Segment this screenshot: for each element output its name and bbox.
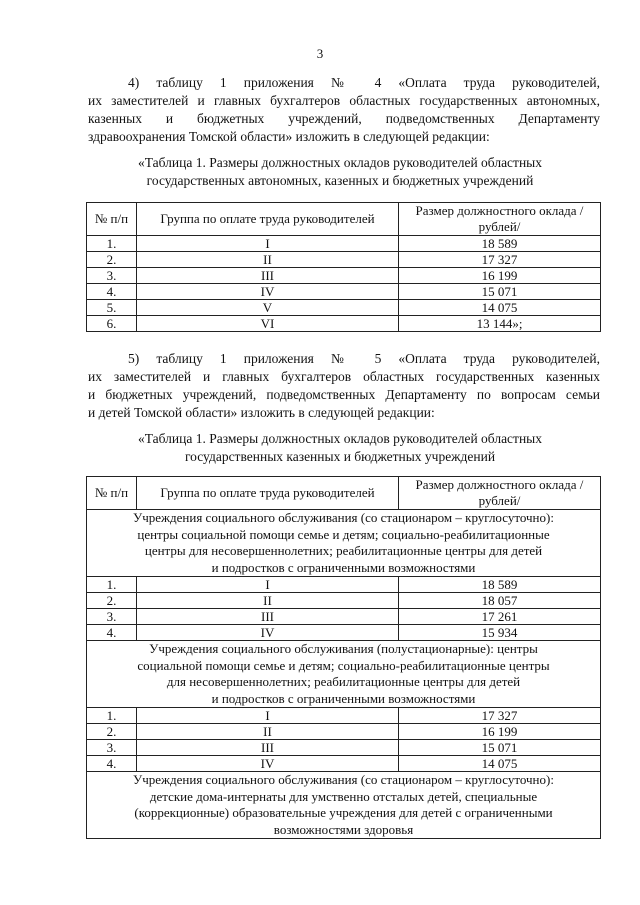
caption-line: государственных автономных, казенных и бюджетных учреждений <box>146 173 534 188</box>
section-line: социальной помощи семье и детям; социально-реабилитационные центры <box>137 657 550 673</box>
section-line: центры социальной помощи семье и детям; социально-реабилитационные <box>137 526 550 542</box>
section-row <box>87 641 601 708</box>
table-row <box>87 740 601 756</box>
row-group: IV <box>137 756 399 772</box>
header-salary: Размер должностного оклада /рублей/ <box>399 477 601 510</box>
section-line: центры для несовершеннолетних; реабилитационные центры для детей <box>144 543 543 558</box>
row-salary: 16 199 <box>399 724 601 740</box>
table-row <box>87 252 601 268</box>
section-heading-3 <box>87 772 601 839</box>
row-num: 2. <box>87 593 137 609</box>
paragraph-item-5 <box>88 350 600 422</box>
row-salary: 18 589 <box>399 577 601 593</box>
row-num: 3. <box>87 268 137 284</box>
row-num: 1. <box>87 708 137 724</box>
paragraph-line: казенных и бюджетных учреждений, подведомственных Департаменту <box>88 111 600 126</box>
row-salary: 15 071 <box>399 284 601 300</box>
table-row <box>87 316 601 332</box>
table-header-row <box>87 203 601 236</box>
row-num: 1. <box>87 236 137 252</box>
row-salary: 16 199 <box>399 268 601 284</box>
caption-line: «Таблица 1. Размеры должностных окладов руководителей областных <box>138 155 542 170</box>
section-line: (коррекционные) образовательные учреждения для детей с ограниченными <box>134 805 553 820</box>
table-row <box>87 609 601 625</box>
table-row <box>87 724 601 740</box>
section-line: Учреждения социального обслуживания (со стационаром – круглосуточно): <box>133 510 554 525</box>
row-num: 2. <box>87 724 137 740</box>
paragraph-line: и бюджетных учреждений, подведомственных Департаменту по вопросам семьи <box>88 387 600 402</box>
row-group: I <box>137 708 399 724</box>
row-num: 4. <box>87 284 137 300</box>
header-salary: Размер должностного оклада /рублей/ <box>399 203 601 236</box>
table-row <box>87 236 601 252</box>
table-row <box>87 593 601 609</box>
table-row <box>87 284 601 300</box>
row-group: III <box>137 268 399 284</box>
row-group: II <box>137 593 399 609</box>
row-salary: 15 934 <box>399 625 601 641</box>
row-salary: 17 327 <box>399 708 601 724</box>
paragraph-line: их заместителей и главных бухгалтеров областных государственных автономных, <box>88 93 600 108</box>
row-num: 3. <box>87 740 137 756</box>
row-salary: 14 075 <box>399 300 601 316</box>
row-group: I <box>137 236 399 252</box>
row-salary: 14 075 <box>399 756 601 772</box>
paragraph-line: их заместителей и главных бухгалтеров областных государственных казенных <box>88 369 600 384</box>
header-group: Группа по оплате труда руководителей <box>137 203 399 236</box>
row-group: III <box>137 609 399 625</box>
paragraph-line: здравоохранения Томской области» изложить в следующей редакции: <box>88 129 490 144</box>
paragraph-line: 5) таблицу 1 приложения № 5 «Оплата труда руководителей, <box>128 351 600 366</box>
row-num: 5. <box>87 300 137 316</box>
table-row <box>87 625 601 641</box>
paragraph-line: и детей Томской области» изложить в следующей редакции: <box>88 405 435 420</box>
table2-caption <box>80 430 600 466</box>
table1-caption <box>80 154 600 190</box>
row-group: IV <box>137 284 399 300</box>
salary-table-1 <box>86 202 601 332</box>
header-num: № п/п <box>87 203 137 236</box>
row-num: 4. <box>87 756 137 772</box>
section-row <box>87 772 601 839</box>
section-heading-2 <box>87 641 601 708</box>
salary-table-2 <box>86 476 601 839</box>
header-num: № п/п <box>87 477 137 510</box>
caption-line: «Таблица 1. Размеры должностных окладов руководителей областных <box>138 431 542 446</box>
table-row <box>87 577 601 593</box>
row-num: 4. <box>87 625 137 641</box>
section-heading-1 <box>87 510 601 577</box>
table-row <box>87 268 601 284</box>
paragraph-item-4 <box>88 74 600 146</box>
page-number: 3 <box>316 46 324 61</box>
row-salary: 18 589 <box>399 236 601 252</box>
section-line: для несовершеннолетних; реабилитационные центры для детей <box>166 674 521 689</box>
row-salary: 17 327 <box>399 252 601 268</box>
section-line: возможностями здоровья <box>273 821 414 837</box>
row-group: V <box>137 300 399 316</box>
row-group: VI <box>137 316 399 332</box>
caption-line: государственных казенных и бюджетных учреждений <box>184 449 496 464</box>
row-salary: 15 071 <box>399 740 601 756</box>
row-num: 1. <box>87 577 137 593</box>
row-num: 6. <box>87 316 137 332</box>
row-group: IV <box>137 625 399 641</box>
paragraph-line: 4) таблицу 1 приложения № 4 «Оплата труда руководителей, <box>128 75 600 90</box>
row-salary: 17 261 <box>399 609 601 625</box>
section-line: и подростков с ограниченными возможностями <box>211 559 476 575</box>
row-num: 3. <box>87 609 137 625</box>
section-line: Учреждения социального обслуживания (полустационарные): центры <box>149 641 538 656</box>
table-header-row <box>87 477 601 510</box>
header-group: Группа по оплате труда руководителей <box>137 477 399 510</box>
row-num: 2. <box>87 252 137 268</box>
table-row <box>87 300 601 316</box>
row-salary: 18 057 <box>399 593 601 609</box>
table-row <box>87 708 601 724</box>
section-line: Учреждения социального обслуживания (со стационаром – круглосуточно): <box>133 772 554 787</box>
row-group: III <box>137 740 399 756</box>
section-row <box>87 510 601 577</box>
section-line: и подростков с ограниченными возможностями <box>211 690 476 706</box>
row-group: II <box>137 724 399 740</box>
table-row <box>87 756 601 772</box>
row-salary: 13 144»; <box>399 316 601 332</box>
section-line: детские дома-интернаты для умственно отсталых детей, специальные <box>149 788 538 804</box>
row-group: I <box>137 577 399 593</box>
row-group: II <box>137 252 399 268</box>
